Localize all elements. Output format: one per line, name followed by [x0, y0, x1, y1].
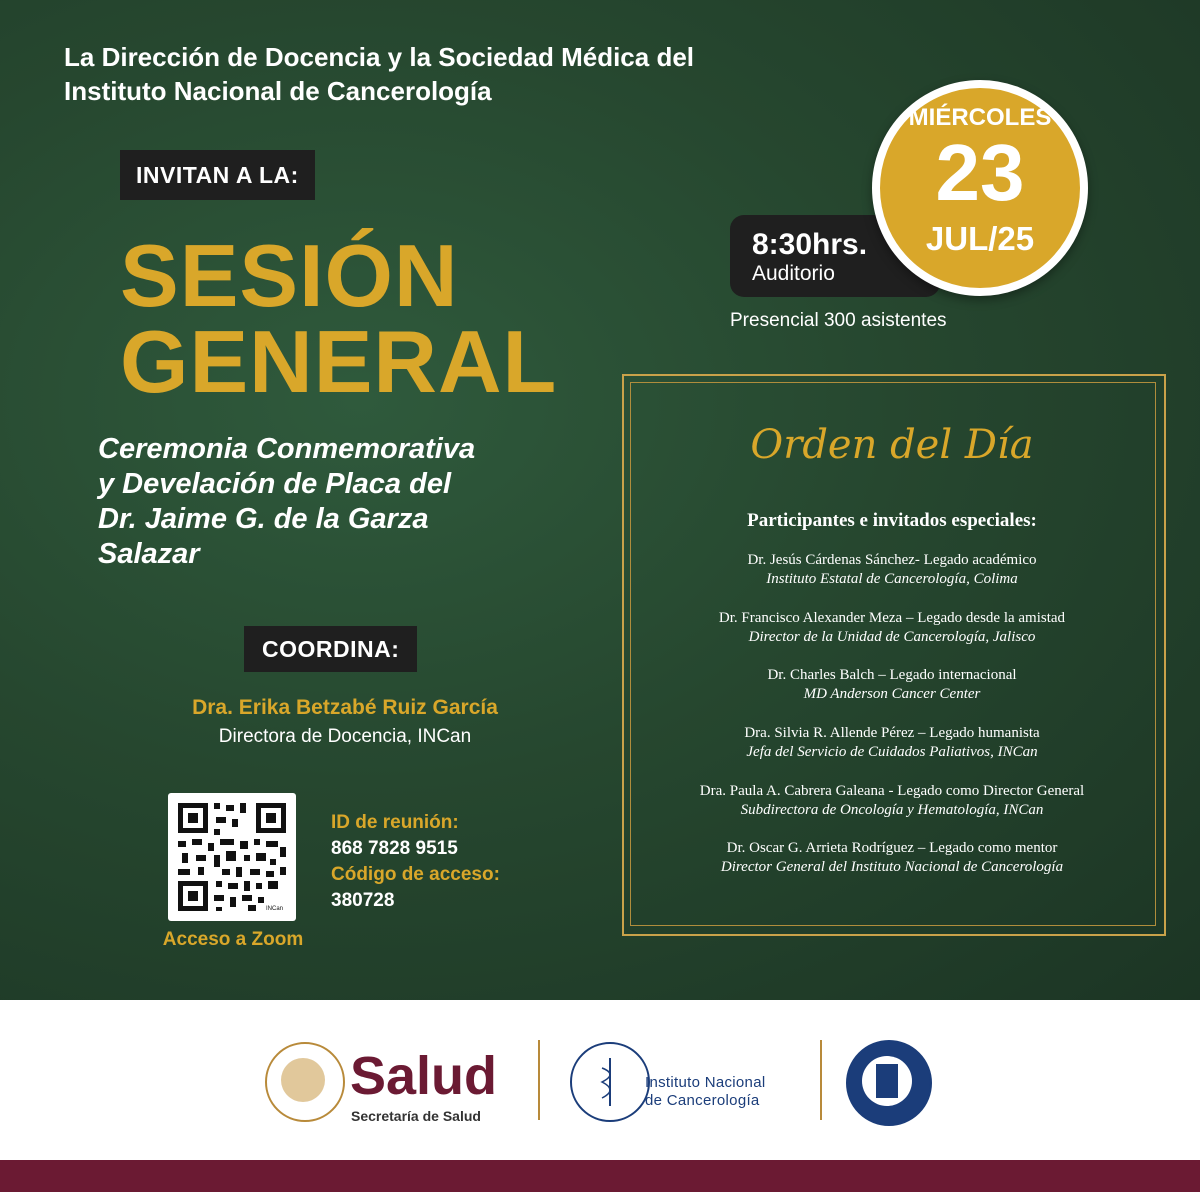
- coordinator-name: Dra. Erika Betzabé Ruiz García: [192, 696, 498, 719]
- caduceus-icon: [572, 1044, 648, 1120]
- footer-divider: [538, 1040, 540, 1120]
- building-icon: [876, 1064, 898, 1098]
- participant-name: Dr. Jesús Cárdenas Sánchez- Legado académico: [747, 552, 1037, 568]
- participants-heading: Participantes e invitados especiales:: [747, 510, 1037, 531]
- meeting-id-value[interactable]: 868 7828 9515: [331, 838, 458, 859]
- event-place: Auditorio: [752, 262, 835, 285]
- incan-line-1: Instituto Nacional: [645, 1074, 766, 1091]
- participant-item: [622, 724, 1162, 762]
- access-code-value[interactable]: 380728: [331, 890, 395, 911]
- date-month-year: JUL/25: [925, 220, 1035, 257]
- agenda-title: Orden del Día: [750, 422, 1034, 468]
- participant-institution: Jefa del Servicio de Cuidados Paliativos, INCan: [746, 744, 1038, 760]
- participant-institution: Subdirectora de Oncología y Hematología, INCan: [740, 802, 1044, 818]
- participant-name: Dr. Oscar G. Arrieta Rodríguez – Legado como mentor: [726, 840, 1058, 856]
- invitan-tag: INVITAN A LA:: [120, 150, 315, 200]
- organizers-line-2: Instituto Nacional de Cancerología: [64, 76, 492, 106]
- event-subtitle: [98, 432, 598, 572]
- organizers-line-1: La Dirección de Docencia y la Sociedad Médica del: [64, 42, 695, 72]
- participant-item: [622, 666, 1162, 704]
- footer-bar: [0, 1160, 1200, 1192]
- salud-logo-text: Salud: [350, 1046, 498, 1106]
- participant-institution: MD Anderson Cancer Center: [803, 686, 981, 702]
- event-title: [120, 226, 558, 411]
- access-code-label: Código de acceso:: [331, 864, 500, 885]
- participant-name: Dr. Francisco Alexander Meza – Legado desde la amistad: [718, 610, 1066, 626]
- secretaria-label: Secretaría de Salud: [351, 1108, 481, 1124]
- meeting-id-label: ID de reunión:: [331, 812, 459, 833]
- coordina-tag: COORDINA:: [244, 626, 417, 672]
- footer-divider: [820, 1040, 822, 1120]
- participant-name: Dra. Paula A. Cabrera Galeana - Legado como Director General: [699, 783, 1085, 799]
- participant-name: Dr. Charles Balch – Legado internacional: [767, 667, 1017, 683]
- qr-caption: INCan: [266, 906, 284, 912]
- incan-line-2: de Cancerología: [645, 1092, 760, 1109]
- participant-item: [622, 551, 1162, 589]
- participant-item: [622, 782, 1162, 820]
- date-day: 23: [935, 128, 1025, 217]
- zoom-access-label: Acceso a Zoom: [162, 929, 304, 950]
- participant-institution: Instituto Estatal de Cancerología, Colima: [766, 571, 1018, 587]
- coordinator-role: Directora de Docencia, INCan: [218, 726, 472, 747]
- event-title-line-1: SESIÓN: [120, 226, 459, 325]
- participant-institution: Director General del Instituto Nacional de Cancerología: [720, 859, 1064, 875]
- subtitle-line-3: Dr. Jaime G. de la Garza: [98, 503, 429, 535]
- eagle-emblem-icon: [281, 1058, 325, 1102]
- incan-seal-icon: [570, 1042, 650, 1122]
- event-time: 8:30hrs.: [752, 228, 868, 261]
- incan-logo-text: [645, 1074, 765, 1110]
- date-day-of-week: MIÉRCOLES: [908, 104, 1052, 131]
- participant-item: [622, 839, 1162, 877]
- subtitle-line-2: y Develación de Placa del: [98, 468, 452, 500]
- qr-code-icon: [168, 793, 296, 921]
- attendance-info: Presencial 300 asistentes: [730, 310, 947, 331]
- zoom-info: [331, 810, 500, 914]
- participant-institution: Director de la Unidad de Cancerología, Jalisco: [748, 629, 1036, 645]
- participant-item: [622, 609, 1162, 647]
- zoom-qr-code[interactable]: [168, 793, 296, 921]
- event-title-line-2: GENERAL: [120, 312, 558, 411]
- participant-name: Dra. Silvia R. Allende Pérez – Legado humanista: [744, 725, 1040, 741]
- subtitle-line-1: Ceremonia Conmemorativa: [98, 433, 476, 465]
- subtitle-line-4: Salazar: [98, 538, 200, 570]
- organizers-header: [64, 40, 844, 108]
